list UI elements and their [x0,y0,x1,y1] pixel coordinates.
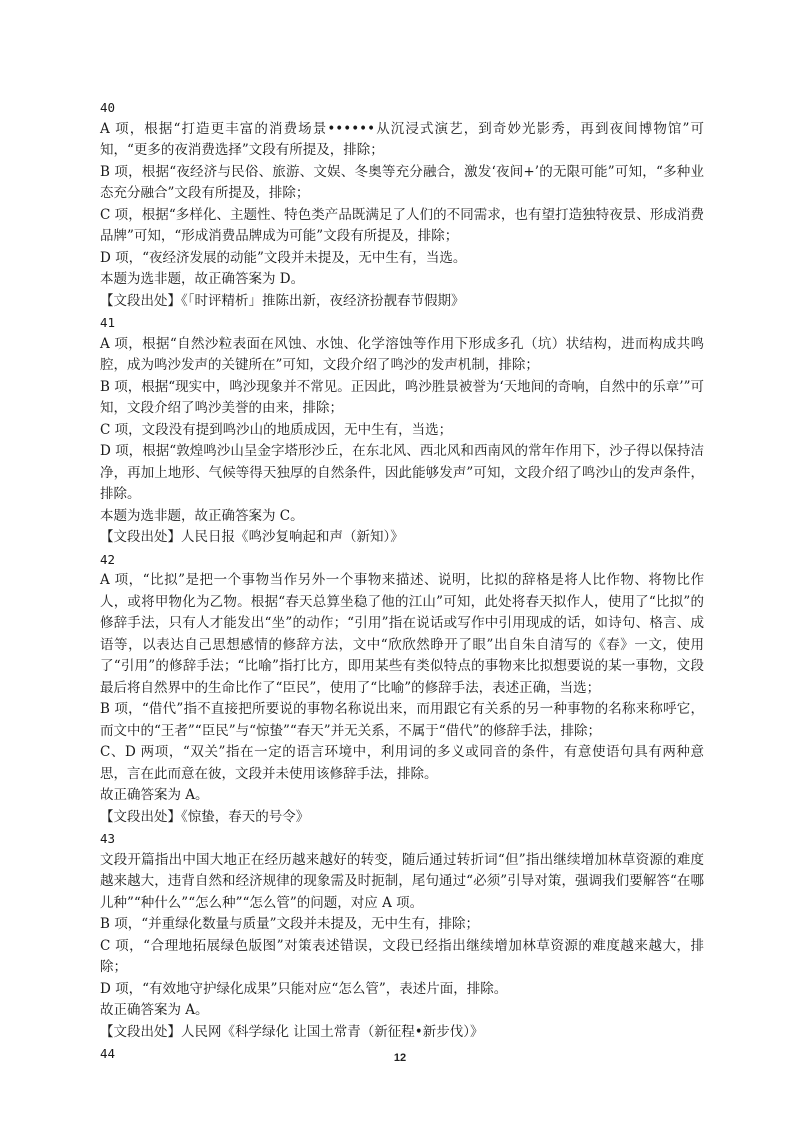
explanation-paragraph: B 项，“并重绿化数量与质量”文段并未提及，无中生有，排除； [100,916,480,932]
explanation-paragraph: 【文段出处】人民网《科学绿化 让国土常青（新征程•新步伐）》 [100,1023,484,1040]
explanation-paragraph: D 项，“有效地守护绿化成果”只能对应“怎么管”，表述片面，排除。 [100,980,508,997]
explanation-paragraph: 故正确答案为 A。 [100,787,209,803]
explanation-paragraph: A 项，“比拟”是把一个事物当作另外一个事物来描述、说明，比拟的辞格是将人比作物、将物比作人，或将甲物化为乙物。根据“春天总算坐稳了他的江山”可知，此处将春天拟作人，使用了“比拟”的修辞手法，只有人才能发出“坐”的动作；“引用”指在说话或写作中引用现成的话，如诗句、格言、成语等，以表达自己思想感情的修辞方法，文中“欣欣然睁开了眼”出自朱自清写的《春》一文，使用了“引用”的修辞手法；“比喻”指打比方，即用某些有类似特点的事物来比拟想要说的某一事物，文段最后将自然界中的生命比作了“臣民”，使用了“比喻”的修辞手法，表述正确，当选； [100,572,704,696]
explanation-paragraph: B 项，根据“夜经济与民俗、旅游、文娱、冬奥等充分融合，激发‘夜间+’的无限可能”可知，“多种业态充分融合”文段有所提及，排除； [100,163,704,201]
explanation-paragraph: B 项，“借代”指不直接把所要说的事物名称说出来，而用跟它有关系的另一种事物的名称来称呼它，而文中的“王者”“臣民”与“惊蛰”“春天”并无关系，不属于“借代”的修辞手法，排除； [100,701,704,739]
question-number: 40 [100,100,116,115]
explanation-paragraph: 文段开篇指出中国大地正在经历越来越好的转变，随后通过转折词“但”指出继续增加林草资源的难度越来越大，违背自然和经济规律的现象需及时扼制，尾句通过“必须”引导对策，强调我们要解答“在哪儿种”“种什么”“怎么种”“怎么管”的问题，对应 A 项。 [100,851,704,911]
explanation-paragraph: D 项，“夜经济发展的动能”文段并未提及，无中生有，当选。 [100,249,467,266]
explanation-paragraph: 故正确答案为 A。 [100,1002,209,1018]
explanation-paragraph: 本题为选非题，故正确答案为 D。 [100,271,305,287]
explanation-paragraph: C 项，文段没有提到鸣沙山的地质成因，无中生有，当选； [100,421,453,438]
explanation-paragraph: 【文段出处】人民日报《鸣沙复响起和声（新知）》 [100,529,404,545]
question-number: 41 [100,315,116,330]
explanation-paragraph: A 项，根据“打造更丰富的消费场景••••••从沉浸式演艺，到奇妙光影秀，再到夜间博物馆”可知，“更多的夜消费选择”文段有所提及，排除； [100,120,704,158]
explanation-paragraph: C、D 两项，“双关”指在一定的语言环境中，利用词的多义或同音的条件，有意使语句具有两种意思，言在此而意在彼，文段并未使用该修辞手法，排除。 [100,744,704,782]
question-number: 44 [100,1046,116,1061]
explanation-paragraph: C 项，根据“多样化、主题性、特色类产品既满足了人们的不同需求，也有望打造独特夜景、形成消费品牌”可知，“形成消费品牌成为可能”文段有所提及，排除； [100,206,704,244]
explanation-paragraph: D 项，根据“敦煌鸣沙山呈金字塔形沙丘，在东北风、西北风和西南风的常年作用下，沙子得以保持洁净，再加上地形、气候等得天独厚的自然条件，因此能够发声”可知，文段介绍了鸣沙山的发声条件，排除。 [100,443,704,502]
explanation-paragraph: B 项，根据“现实中，鸣沙现象并不常见。正因此，鸣沙胜景被誉为‘天地间的奇响，自然中的乐章’”可知，文段介绍了鸣沙美誉的由来，排除； [100,378,704,416]
explanation-paragraph: A 项，根据“自然沙粒表面在风蚀、水蚀、化学溶蚀等作用下形成多孔（坑）状结构，进而构成共鸣腔，成为鸣沙发声的关键所在”可知，文段介绍了鸣沙的发声机制，排除； [100,335,704,373]
question-number: 43 [100,831,116,846]
answer-explanations [100,97,704,1065]
page-number: 12 [393,1052,407,1064]
explanation-paragraph: C 项，“合理地拓展绿色版图”对策表述错误，文段已经指出继续增加林草资源的难度越来越大，排除； [100,937,704,975]
explanation-paragraph: 本题为选非题，故正确答案为 C。 [100,507,304,524]
explanation-paragraph: 【文段出处】《「时评精析」推陈出新，夜经济扮靓春节假期》 [100,292,465,309]
explanation-paragraph: 【文段出处】《惊蛰，春天的号令》 [100,808,310,825]
question-number: 42 [100,551,116,567]
